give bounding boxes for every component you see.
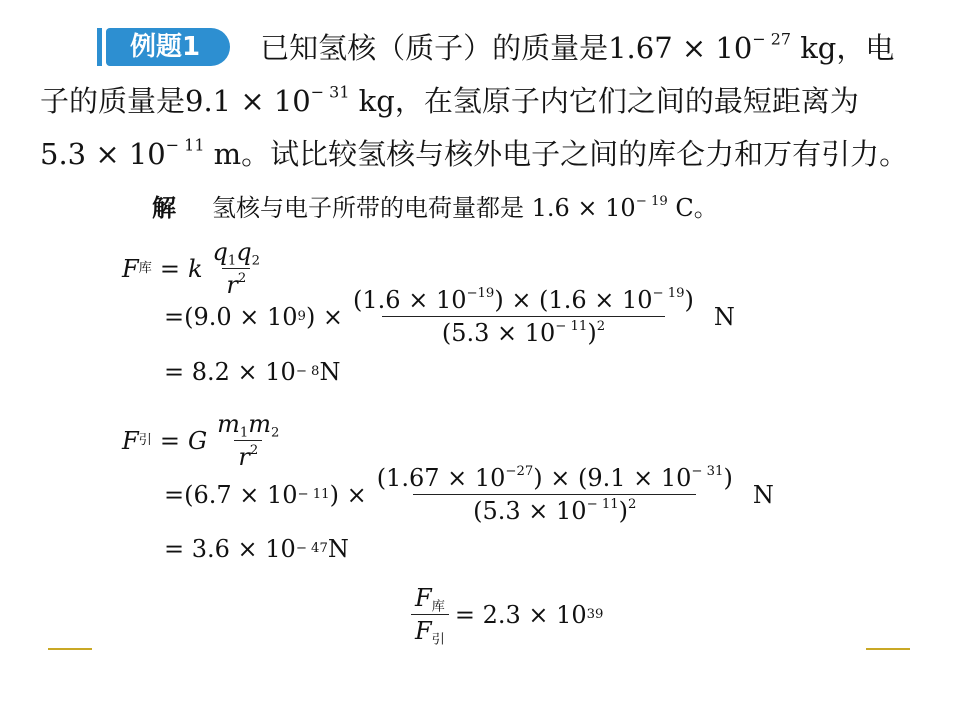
exponent: − 31 xyxy=(310,82,350,102)
den: (5.3 × 10 xyxy=(441,319,556,347)
equals-sign: = xyxy=(159,426,180,455)
force-ratio: $\frac{F_库}{F_引}$ = 2.3 × 10 39 xyxy=(405,584,603,645)
exponent: − 31 xyxy=(691,463,724,479)
coulomb-formula: F 库 = k $\frac{q_1q_2}{r^2}$ xyxy=(122,238,270,299)
constant-k: k xyxy=(187,254,203,283)
right-decoration-line xyxy=(866,648,910,650)
force-subscript: 引 xyxy=(431,632,445,648)
exponent: 2 xyxy=(627,496,637,512)
unit: N xyxy=(752,480,774,509)
exponent: − 19 xyxy=(652,285,685,301)
fraction-numerator xyxy=(349,286,698,316)
num-b: ) × (1.6 × 10 xyxy=(494,286,653,314)
result-unit: N xyxy=(319,358,341,386)
fraction xyxy=(373,464,737,525)
constant-G: G xyxy=(187,426,208,455)
exponent: − 19 xyxy=(635,193,668,209)
substitution-prefix: =(6.7 × 10 xyxy=(164,480,298,509)
problem-line-2 xyxy=(40,75,920,128)
exponent: − 11 xyxy=(586,496,619,512)
fraction-denominator xyxy=(413,494,696,525)
num-a: (1.67 × 10 xyxy=(376,464,506,492)
r: r xyxy=(238,443,250,471)
q2-sub: 2 xyxy=(251,253,261,269)
exponent: −27 xyxy=(505,463,534,479)
fraction-numerator xyxy=(209,238,265,268)
fraction-denominator xyxy=(382,316,665,347)
ratio-value: = 2.3 × 10 xyxy=(454,600,587,629)
problem-text-3-end: m。试比较氢核与核外电子之间的库仑力和万有引力。 xyxy=(204,137,909,171)
fraction-numerator xyxy=(373,464,737,494)
solution-text-end: C。 xyxy=(667,194,718,222)
den-end: ) xyxy=(587,319,597,347)
fraction-denominator xyxy=(411,614,449,648)
problem-text-1-end: kg，电 xyxy=(791,31,895,65)
exponent: − 11 xyxy=(555,318,588,334)
gravity-formula: F 引 = G $\frac{m_1m_2}{r^2}$ xyxy=(122,410,289,471)
num-end: ) xyxy=(723,464,733,492)
force-symbol: F xyxy=(122,426,139,455)
solution-text: 氢核与电子所带的电荷量都是 1.6 × 10 xyxy=(212,194,636,222)
fraction-numerator xyxy=(213,410,283,440)
solution-heading xyxy=(152,188,718,223)
force-symbol: F xyxy=(415,617,432,645)
fraction xyxy=(349,286,698,347)
equals-sign: = xyxy=(159,254,180,283)
result-unit: N xyxy=(327,535,349,563)
q1: q xyxy=(212,238,228,266)
r-sup: 2 xyxy=(249,442,259,458)
force-subscript: 库 xyxy=(431,599,445,615)
exponent: 2 xyxy=(596,318,606,334)
q2: q xyxy=(236,238,252,266)
problem-line-1 xyxy=(40,22,920,75)
fraction-numerator xyxy=(411,584,449,614)
den: (5.3 × 10 xyxy=(473,497,587,525)
num-a: (1.6 × 10 xyxy=(353,286,467,314)
badge-bar xyxy=(97,28,102,66)
problem-text-1: 已知氢核（质子）的质量是1.67 × 10 xyxy=(260,31,753,65)
problem-text-3: 5.3 × 10 xyxy=(40,137,166,171)
force-symbol: F xyxy=(122,254,139,283)
m2: m xyxy=(248,410,272,438)
solution-label: 解 xyxy=(152,193,176,222)
gravity-result: = 3.6 × 10 − 47 N xyxy=(164,535,349,563)
substitution-mid: ) × xyxy=(329,480,367,509)
m1: m xyxy=(217,410,240,438)
result-value: = 3.6 × 10 xyxy=(164,535,296,563)
exponent: − 11 xyxy=(165,135,205,155)
substitution-prefix: =(9.0 × 10 xyxy=(164,302,298,331)
result-value: = 8.2 × 10 xyxy=(164,358,296,386)
problem-statement xyxy=(40,22,920,181)
coulomb-result: = 8.2 × 10 − 8 N xyxy=(164,358,341,386)
m2-sub: 2 xyxy=(271,425,280,441)
r: r xyxy=(226,271,238,299)
coulomb-substitution: =(9.0 × 10 9 ) × $\frac{(1.6 \times 10^{-19}) \times (1.6 \times 10^{- 19})}{(5.3 \times 10^{- 11})^2}$ N xyxy=(164,285,735,347)
fraction xyxy=(411,584,449,648)
num-b: ) × (9.1 × 10 xyxy=(533,464,692,492)
force-symbol: F xyxy=(415,584,432,612)
problem-text-2-end: kg，在氢原子内它们之间的最短距离为 xyxy=(349,84,859,118)
m1-sub: 1 xyxy=(239,425,249,441)
unit: N xyxy=(713,302,735,331)
num-end: ) xyxy=(684,286,694,314)
problem-text-2: 子的质量是9.1 × 10 xyxy=(40,84,311,118)
gravity-substitution: =(6.7 × 10 − 11 ) × $\frac{(1.67 \times 10^{-27}) \times (9.1 \times 10^{- 31})}{(5.3 \times 10^{- 11})^2}$ N xyxy=(164,463,774,525)
example-badge xyxy=(106,28,230,66)
q1-sub: 1 xyxy=(227,253,237,269)
fraction xyxy=(213,410,283,471)
left-decoration-line xyxy=(48,648,92,650)
substitution-mid: ) × xyxy=(305,302,344,331)
problem-line-3 xyxy=(40,128,920,181)
badge-label: 例题1 xyxy=(130,32,201,62)
exponent: −19 xyxy=(466,285,495,301)
r-sup: 2 xyxy=(237,270,247,286)
den-end: ) xyxy=(618,497,628,525)
exponent: − 27 xyxy=(752,29,792,49)
